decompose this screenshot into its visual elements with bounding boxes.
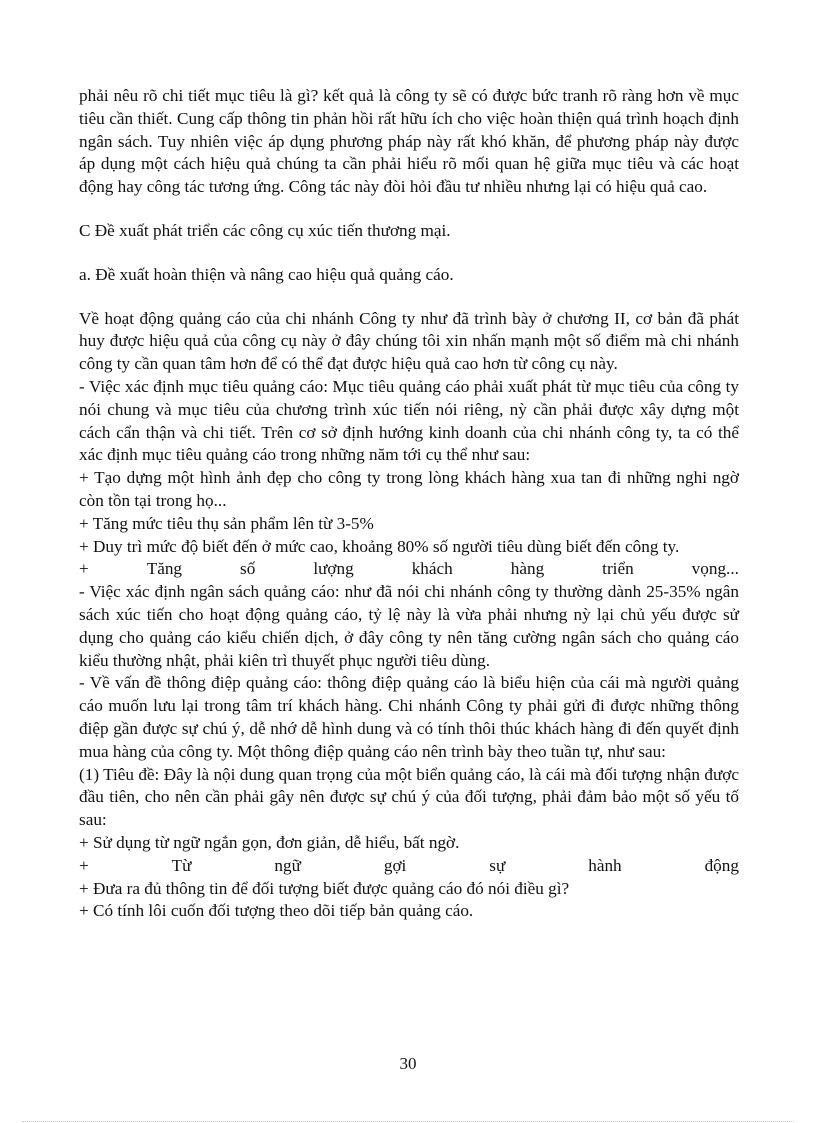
section-heading-a: a. Đề xuất hoàn thiện và nâng cao hiệu quả quảng cáo.: [79, 264, 454, 284]
word: ngữ: [274, 855, 301, 875]
word: Từ: [171, 855, 192, 875]
list-item-prospects: [79, 558, 739, 581]
paragraph-ad-budget: - Việc xác định ngân sách quảng cáo: như đã nói chi nhánh công ty thường dành 25-35% ngân sách xúc tiến cho hoạt động quảng cáo, tỷ lệ này là vừa phải nhưng nỳ lại chủ yếu được sử dụng cho quảng cáo kiểu chiến dịch, ở đây công ty nên tăng cường ngân sách cho quảng cáo kiểu thường nhật, phải kiên trì thuyết phục người tiêu dùng.: [79, 582, 739, 670]
page-body: [79, 85, 739, 923]
word: Tăng: [146, 559, 183, 579]
list-item-short-words: + Sử dụng từ ngữ ngắn gọn, đơn giản, dễ hiểu, bất ngờ.: [79, 832, 460, 852]
word: số: [240, 559, 256, 579]
word: +: [79, 855, 89, 875]
list-item-engaging: + Có tính lôi cuốn đối tượng theo dõi tiếp bản quảng cáo.: [79, 901, 474, 921]
word: lượng: [313, 559, 354, 579]
word: gợi: [383, 855, 407, 875]
list-item-awareness: + Duy trì mức độ biết đến ở mức cao, khoảng 80% số người tiêu dùng biết đến công ty.: [79, 536, 680, 556]
list-item-action-words: [79, 855, 739, 878]
page-number: 30: [399, 1054, 417, 1073]
section-heading-c: C Đề xuất phát triển các công cụ xúc tiến thương mại.: [79, 220, 451, 240]
word: sự: [489, 855, 506, 875]
word: hành: [588, 855, 622, 875]
paragraph-ad-message: - Về vấn đề thông điệp quảng cáo: thông điệp quảng cáo là biểu hiện của cái mà người quảng cáo muốn lưu lại trong tâm trí khách hàng. Chi nhánh Công ty phải gửi đi được những thông điệp gần được sự chú ý, dễ nhớ dễ hình dung và có tính thôi thúc khách hàng đi đến quyết định mua hàng của công ty. Một thông điệp quảng cáo nên trình bày theo tuần tự, như sau:: [79, 673, 739, 761]
word: triển: [602, 559, 634, 579]
paragraph-ad-objectives: - Việc xác định mục tiêu quảng cáo: Mục tiêu quảng cáo phải xuất phát từ mục tiêu của công ty nói chung và mục tiêu của chương trình xúc tiến nói riêng, nỳ cần phải được xây dựng một cách cẩn thận và chi tiết. Trên cơ sở định hướng kinh doanh của chi nhánh công ty, ta có thể xác định mục tiêu quảng cáo trong những năm tới cụ thể như sau:: [79, 376, 739, 465]
list-item-enough-info: + Đưa ra đủ thông tin để đối tượng biết được quảng cáo đó nói điều gì?: [79, 878, 570, 898]
word: +: [79, 559, 89, 579]
word: vọng...: [691, 559, 739, 579]
list-item-sales: + Tăng mức tiêu thụ sản phẩm lên từ 3-5%: [79, 513, 374, 533]
page-bottom-divider: [22, 1121, 794, 1122]
word: hàng: [510, 559, 545, 579]
word: khách: [411, 559, 453, 579]
paragraph-headline: (1) Tiêu đề: Đây là nội dung quan trọng của một biển quảng cáo, là cái mà đối tượng nhận được đầu tiên, cho nên cần phải gây nên được sự chú ý của đối tượng, phải đảm bảo một số yếu tố sau:: [79, 764, 739, 830]
list-item-image: + Tạo dựng một hình ảnh đẹp cho công ty trong lòng khách hàng xua tan đi những nghi ngờ còn tồn tại trong họ...: [79, 468, 739, 510]
paragraph-advertising-intro: Về hoạt động quảng cáo của chi nhánh Công ty như đã trình bày ở chương II, cơ bản đã phát huy được hiệu quả của công cụ này ở đây chúng tôi xin nhấn mạnh một số điểm mà chi nhánh công ty cần quan tâm hơn để có thể đạt được hiệu quả cao hơn từ công cụ này.: [79, 308, 739, 374]
word: động: [704, 855, 739, 875]
paragraph-budget-method: phải nêu rõ chi tiết mục tiêu là gì? kết quả là công ty sẽ có được bức tranh rõ ràng hơn về mục tiêu cần thiết. Cung cấp thông tin phản hồi rất hữu ích cho việc hoàn thiện quá trình hoạch định ngân sách. Tuy nhiên việc áp dụng phương pháp này rất khó khăn, để phương pháp này được áp dụng một cách hiệu quả chúng ta cần phải hiểu rõ mối quan hệ giữa mục tiêu và các hoạt động hay công tác tương ứng. Công tác này đòi hỏi đầu tư nhiều nhưng lại có hiệu quả cao.: [79, 86, 739, 197]
